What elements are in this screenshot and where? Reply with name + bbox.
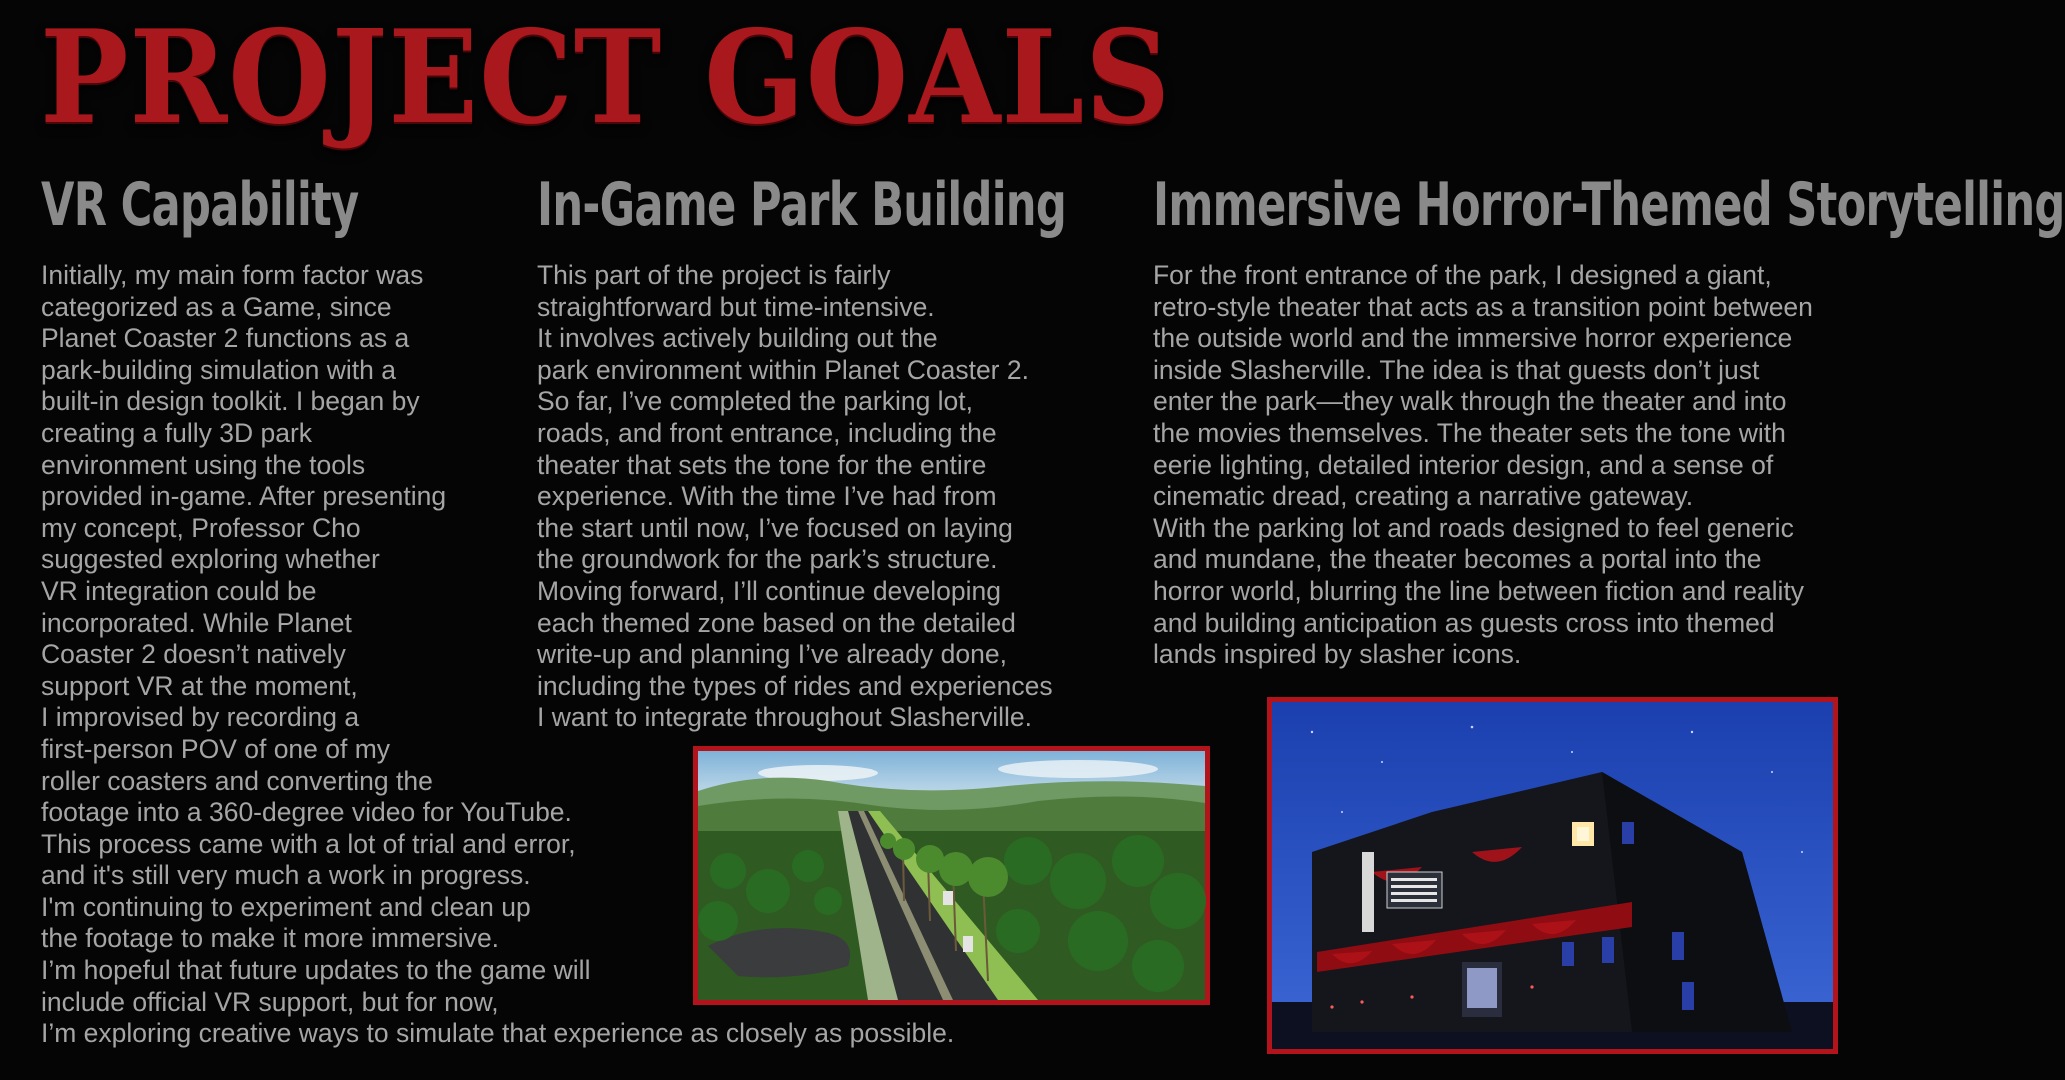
body-park-building: This part of the project is fairly straightforward but time-intensive. It involves actively building out the park environment within Planet Coaster 2. So far, I’ve completed the parking lot, roads, and front entrance, including the theater that sets the tone for the entire experience. With the time I’ve had from the start until now, I’ve focused on laying the groundwork for the park’s structure. Moving forward, I’ll continue developing each themed zone based on the detailed write-up and planning I’ve already done, including the types of rides and experiences I want to integrate throughout Slasherville. [537,260,1053,733]
theater-image [1272,702,1833,1049]
park-road-image [698,751,1205,1000]
park-road-screenshot [693,746,1210,1005]
page-title: PROJECT GOALS [40,3,1172,153]
heading-vr-capability: VR Capability [41,170,359,240]
heading-horror-storytelling: Immersive Horror-Themed Storytelling [1153,170,2065,240]
theater-screenshot [1267,697,1838,1054]
heading-park-building: In-Game Park Building [537,170,1067,240]
body-vr-capability: Initially, my main form factor was categorized as a Game, since Planet Coaster 2 functions as a park-building simulation with a built-in design toolkit. I began by creating a fully 3D park environment using the tools provided in-game. After presenting my concept, Professor Cho suggested exploring whether VR integration could be incorporated. While Planet Coaster 2 doesn’t natively support VR at the moment, I improvised by recording a first-person POV of one of my roller coasters and converting the footage into a 360-degree video for YouTube. This process came with a lot of trial and error, and it's still very much a work in progress. I'm continuing to experiment and clean up the footage to make it more immersive. I’m hopeful that future updates to the game will include official VR support, but for now, I’m exploring creative ways to simulate that experience as closely as possible. [41,260,955,1049]
body-horror-storytelling: For the front entrance of the park, I designed a giant, retro-style theater that acts as a transition point between the outside world and the immersive horror experience inside Slasherville. The idea is that guests don’t just enter the park—they walk through the theater and into the movies themselves. The theater sets the tone with eerie lighting, detailed interior design, and a sense of cinematic dread, creating a narrative gateway. With the parking lot and roads designed to feel generic and mundane, the theater becomes a portal into the horror world, blurring the line between fiction and reality and building anticipation as guests cross into themed lands inspired by slasher icons. [1153,260,1813,670]
